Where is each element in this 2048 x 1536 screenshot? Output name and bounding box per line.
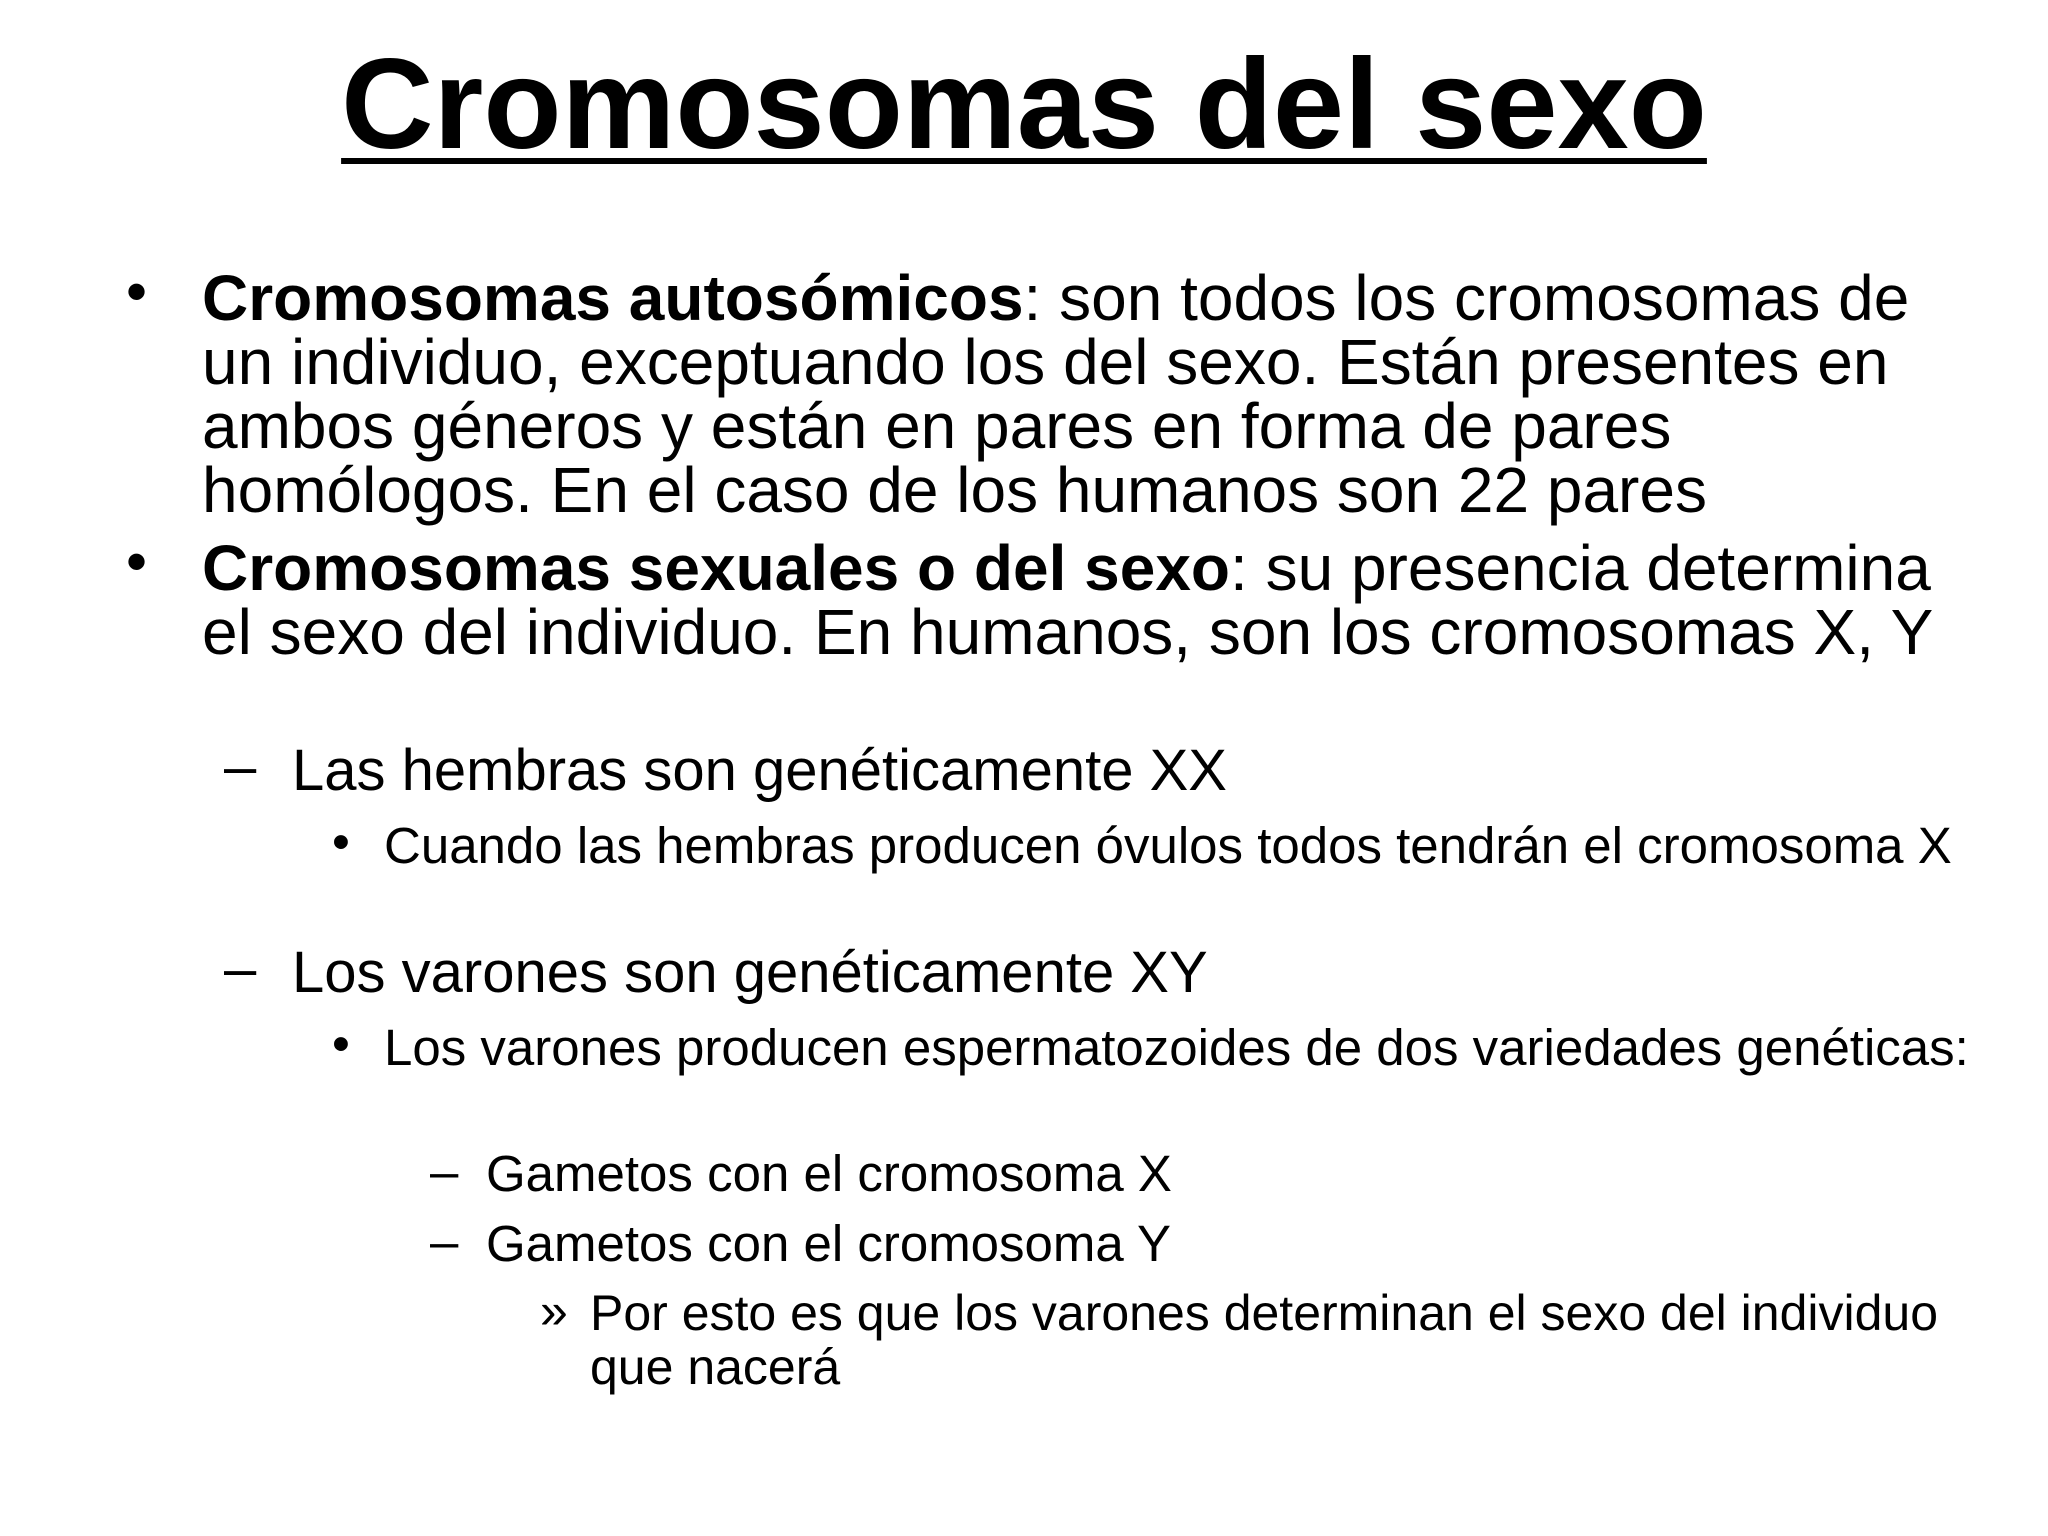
subitem-male-sperm [332,1015,1984,1076]
subitem-female-ovules [332,813,1984,874]
subitem-text: Los varones son genéticamente XY [292,940,1208,1005]
guillemet-marker: » [540,1283,568,1339]
subitem-text: Los varones producen espermatozoides de dos variedades genéticas: [384,1019,1969,1076]
subitem-text: Por esto es que los varones determinan el sexo del individuo que nacerá [590,1285,1939,1395]
bullet-autosomal-chromosomes [126,258,1982,526]
slide-title-text: Cromosomas del sexo [341,33,1707,176]
subitem-male-determines-sex [540,1283,1990,1395]
subitem-text: Gametos con el cromosoma Y [486,1215,1172,1272]
dash-marker: – [430,1213,459,1270]
subitem-gametes-x [430,1143,1986,1202]
subitem-text: Gametos con el cromosoma X [486,1145,1172,1202]
bullet-term: Cromosomas sexuales o del sexo [202,532,1230,604]
dash-marker: – [430,1143,459,1200]
dash-marker: – [224,936,257,1001]
bullet-marker: • [332,1015,350,1072]
bullet-text: : su presencia determina el sexo del individuo. En humanos, son los cromosomas X, Y [202,532,1934,668]
bullet-marker: • [332,813,350,870]
subitem-females-xx [224,734,1982,803]
bullet-sex-chromosomes [126,528,1982,668]
bullet-marker: • [126,258,148,325]
bullet-marker: • [126,528,148,595]
subitem-gametes-y [430,1213,1986,1272]
bullet-text: : son todos los cromosomas de un individuo, exceptuando los del sexo. Están presentes en ambos géneros y están en pares en forma de pares homólogos. En el caso de los humanos son 22 pares [202,262,1910,526]
subitem-males-xy [224,936,1982,1005]
bullet-term: Cromosomas autosómicos [202,262,1024,334]
subitem-text: Las hembras son genéticamente XX [292,738,1227,803]
subitem-text: Cuando las hembras producen óvulos todos tendrán el cromosoma X [384,817,1952,874]
dash-marker: – [224,734,257,799]
